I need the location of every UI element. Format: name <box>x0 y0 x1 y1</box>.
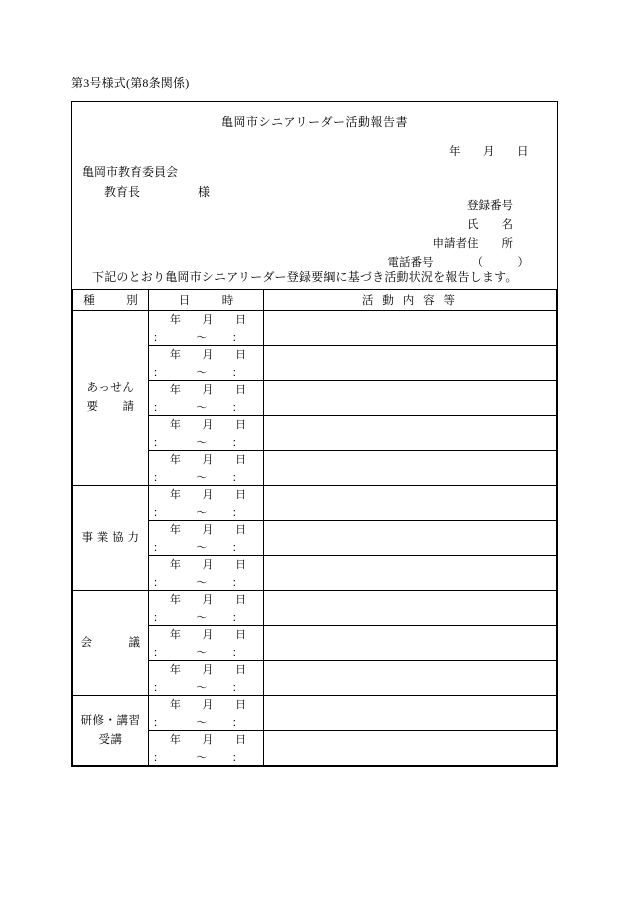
date-day-placeholder: 日 <box>235 454 247 466</box>
time-end-placeholder: ： <box>231 472 243 484</box>
date-placeholder-row <box>149 346 263 363</box>
time-start-placeholder: ： <box>153 507 164 519</box>
time-tilde-placeholder: ～ <box>196 542 208 554</box>
date-placeholder-row <box>149 626 263 643</box>
time-tilde-placeholder: ～ <box>196 332 208 344</box>
date-month-placeholder: 月 <box>202 384 214 396</box>
addressee-title-row <box>104 183 210 200</box>
time-tilde-placeholder: ～ <box>196 367 208 379</box>
date-year-placeholder: 年 <box>169 594 181 606</box>
date-month-placeholder: 月 <box>202 419 214 431</box>
time-tilde-placeholder: ～ <box>196 402 208 414</box>
datetime-cell[interactable] <box>149 311 264 346</box>
time-end-placeholder: ： <box>231 507 243 519</box>
time-placeholder-row <box>149 713 263 730</box>
time-start-placeholder: ： <box>153 752 164 764</box>
addressee-title: 教育長 <box>104 185 141 199</box>
activity-content-cell[interactable] <box>264 521 557 556</box>
time-placeholder-row <box>149 328 263 345</box>
time-end-placeholder: ： <box>231 647 243 659</box>
time-tilde-placeholder: ～ <box>196 717 208 729</box>
date-placeholder-row <box>149 556 263 573</box>
activity-content-cell[interactable] <box>264 311 557 346</box>
form-number: 第3号様式(第8条関係) <box>71 76 190 90</box>
datetime-cell[interactable] <box>149 346 264 381</box>
datetime-cell[interactable] <box>149 661 264 696</box>
time-start-placeholder: ： <box>153 367 164 379</box>
activity-kind-cell <box>73 311 149 486</box>
applicant-block <box>388 197 530 273</box>
activity-kind-label: 会 議 <box>80 636 141 649</box>
header-date-year: 年 <box>449 146 461 158</box>
datetime-cell[interactable] <box>149 486 264 521</box>
address-row <box>388 235 530 254</box>
activity-content-cell[interactable] <box>264 451 557 486</box>
time-end-placeholder: ： <box>231 367 243 379</box>
time-start-placeholder: ： <box>153 437 164 449</box>
date-placeholder-row <box>149 451 263 468</box>
date-placeholder-row <box>149 591 263 608</box>
date-year-placeholder: 年 <box>169 629 181 641</box>
activity-kind-label: あっせん <box>86 382 135 394</box>
time-placeholder-row <box>149 748 263 765</box>
datetime-cell[interactable] <box>149 416 264 451</box>
time-end-placeholder: ： <box>231 682 243 694</box>
time-placeholder-row <box>149 643 263 660</box>
activity-content-cell[interactable] <box>264 696 557 731</box>
date-year-placeholder: 年 <box>169 419 181 431</box>
date-month-placeholder: 月 <box>202 524 214 536</box>
phone-paren: （ ） <box>471 257 529 269</box>
col-header-kind <box>73 290 149 311</box>
addressee-honorific: 様 <box>198 185 211 199</box>
activity-content-cell[interactable] <box>264 416 557 451</box>
activity-kind-label: 研修・講習 <box>80 714 141 727</box>
date-day-placeholder: 日 <box>235 314 247 326</box>
activity-content-cell[interactable] <box>264 381 557 416</box>
date-month-placeholder: 月 <box>202 454 214 466</box>
activity-content-cell[interactable] <box>264 556 557 591</box>
datetime-cell[interactable] <box>149 381 264 416</box>
datetime-cell[interactable] <box>149 696 264 731</box>
datetime-cell[interactable] <box>149 591 264 626</box>
date-month-placeholder: 月 <box>202 699 214 711</box>
table-row <box>73 311 557 346</box>
date-day-placeholder: 日 <box>235 664 247 676</box>
addressee: 亀岡市教育委員会 <box>82 165 179 179</box>
time-placeholder-row <box>149 503 263 520</box>
datetime-cell[interactable] <box>149 626 264 661</box>
time-end-placeholder: ： <box>231 402 243 414</box>
time-placeholder-row <box>149 573 263 590</box>
date-placeholder-row <box>149 521 263 538</box>
activity-table <box>72 289 557 766</box>
time-start-placeholder: ： <box>153 682 164 694</box>
table-header-row <box>73 290 557 311</box>
activity-kind-label: 要 請 <box>86 401 135 413</box>
date-day-placeholder: 日 <box>235 349 247 361</box>
time-end-placeholder: ： <box>231 577 243 589</box>
time-start-placeholder: ： <box>153 612 164 624</box>
datetime-cell[interactable] <box>149 451 264 486</box>
date-year-placeholder: 年 <box>169 349 181 361</box>
time-placeholder-row <box>149 363 263 380</box>
time-start-placeholder: ： <box>153 577 164 589</box>
date-year-placeholder: 年 <box>169 734 181 746</box>
date-placeholder-row <box>149 661 263 678</box>
time-placeholder-row <box>149 398 263 415</box>
time-end-placeholder: ： <box>231 717 243 729</box>
date-month-placeholder: 月 <box>202 489 214 501</box>
date-placeholder-row <box>149 486 263 503</box>
date-year-placeholder: 年 <box>169 559 181 571</box>
date-month-placeholder: 月 <box>202 594 214 606</box>
activity-content-cell[interactable] <box>264 731 557 766</box>
address-label: 住 所 <box>467 238 513 250</box>
time-start-placeholder: ： <box>153 542 164 554</box>
col-header-kind-label: 種 別 <box>83 295 148 307</box>
datetime-cell[interactable] <box>149 731 264 766</box>
header-date-day: 日 <box>517 146 529 158</box>
date-day-placeholder: 日 <box>235 594 247 606</box>
activity-kind-label: 受講 <box>98 733 123 746</box>
header-date-line <box>449 143 529 159</box>
time-placeholder-row <box>149 433 263 450</box>
date-day-placeholder: 日 <box>235 524 247 536</box>
activity-kind-cell <box>73 696 149 766</box>
date-placeholder-row <box>149 416 263 433</box>
date-month-placeholder: 月 <box>202 349 214 361</box>
col-header-datetime-label: 日 時 <box>178 295 244 307</box>
date-year-placeholder: 年 <box>169 384 181 396</box>
date-day-placeholder: 日 <box>235 699 247 711</box>
time-placeholder-row <box>149 678 263 695</box>
activity-table-body <box>73 311 557 766</box>
activity-kind-label: 事 業 協 力 <box>81 531 140 544</box>
time-end-placeholder: ： <box>231 612 243 624</box>
name-row <box>388 216 530 235</box>
date-placeholder-row <box>149 731 263 748</box>
date-year-placeholder: 年 <box>169 314 181 326</box>
time-end-placeholder: ： <box>231 332 243 344</box>
table-row <box>73 696 557 731</box>
datetime-cell[interactable] <box>149 556 264 591</box>
time-placeholder-row <box>149 608 263 625</box>
time-start-placeholder: ： <box>153 472 164 484</box>
table-row <box>73 486 557 521</box>
registration-number-row <box>388 197 530 216</box>
date-year-placeholder: 年 <box>169 524 181 536</box>
date-year-placeholder: 年 <box>169 454 181 466</box>
date-placeholder-row <box>149 381 263 398</box>
name-label: 氏 名 <box>467 219 513 231</box>
date-year-placeholder: 年 <box>169 489 181 501</box>
date-month-placeholder: 月 <box>202 314 214 326</box>
activity-kind-cell <box>73 486 149 591</box>
datetime-cell[interactable] <box>149 521 264 556</box>
phone-label: 電話番号 <box>387 257 434 269</box>
date-placeholder-row <box>149 311 263 328</box>
col-header-content-label: 活 動 内 容 等 <box>362 295 458 307</box>
time-tilde-placeholder: ～ <box>196 612 208 624</box>
time-start-placeholder: ： <box>153 647 164 659</box>
activity-content-cell[interactable] <box>264 486 557 521</box>
activity-content-cell[interactable] <box>264 661 557 696</box>
time-placeholder-row <box>149 468 263 485</box>
col-header-content <box>264 290 557 311</box>
registration-number-label: 登録番号 <box>467 200 513 212</box>
time-end-placeholder: ： <box>231 542 243 554</box>
date-placeholder-row <box>149 696 263 713</box>
time-tilde-placeholder: ～ <box>196 472 208 484</box>
time-tilde-placeholder: ～ <box>196 507 208 519</box>
time-tilde-placeholder: ～ <box>196 577 208 589</box>
header-date-month: 月 <box>483 146 495 158</box>
date-month-placeholder: 月 <box>202 629 214 641</box>
date-day-placeholder: 日 <box>235 489 247 501</box>
date-month-placeholder: 月 <box>202 559 214 571</box>
applicant-prefix: 申請者 <box>432 238 467 250</box>
date-day-placeholder: 日 <box>235 559 247 571</box>
table-row <box>73 591 557 626</box>
time-tilde-placeholder: ～ <box>196 682 208 694</box>
date-day-placeholder: 日 <box>235 384 247 396</box>
date-day-placeholder: 日 <box>235 629 247 641</box>
time-start-placeholder: ： <box>153 717 164 729</box>
date-year-placeholder: 年 <box>169 699 181 711</box>
report-form-box <box>71 101 558 767</box>
time-start-placeholder: ： <box>153 332 164 344</box>
activity-content-cell[interactable] <box>264 346 557 381</box>
page-title: 亀岡市シニアリーダー活動報告書 <box>220 115 409 129</box>
time-placeholder-row <box>149 538 263 555</box>
activity-content-cell[interactable] <box>264 591 557 626</box>
time-tilde-placeholder: ～ <box>196 647 208 659</box>
time-start-placeholder: ： <box>153 402 164 414</box>
col-header-datetime <box>149 290 264 311</box>
statement-text: 下記のとおり亀岡市シニアリーダー登録要綱に基づき活動状況を報告します。 <box>92 270 518 284</box>
date-day-placeholder: 日 <box>235 419 247 431</box>
date-year-placeholder: 年 <box>169 664 181 676</box>
activity-content-cell[interactable] <box>264 626 557 661</box>
time-tilde-placeholder: ～ <box>196 752 208 764</box>
date-month-placeholder: 月 <box>202 734 214 746</box>
time-tilde-placeholder: ～ <box>196 437 208 449</box>
time-end-placeholder: ： <box>231 437 243 449</box>
time-end-placeholder: ： <box>231 752 243 764</box>
form-header <box>72 113 557 289</box>
activity-kind-cell <box>73 591 149 696</box>
date-month-placeholder: 月 <box>202 664 214 676</box>
date-day-placeholder: 日 <box>235 734 247 746</box>
